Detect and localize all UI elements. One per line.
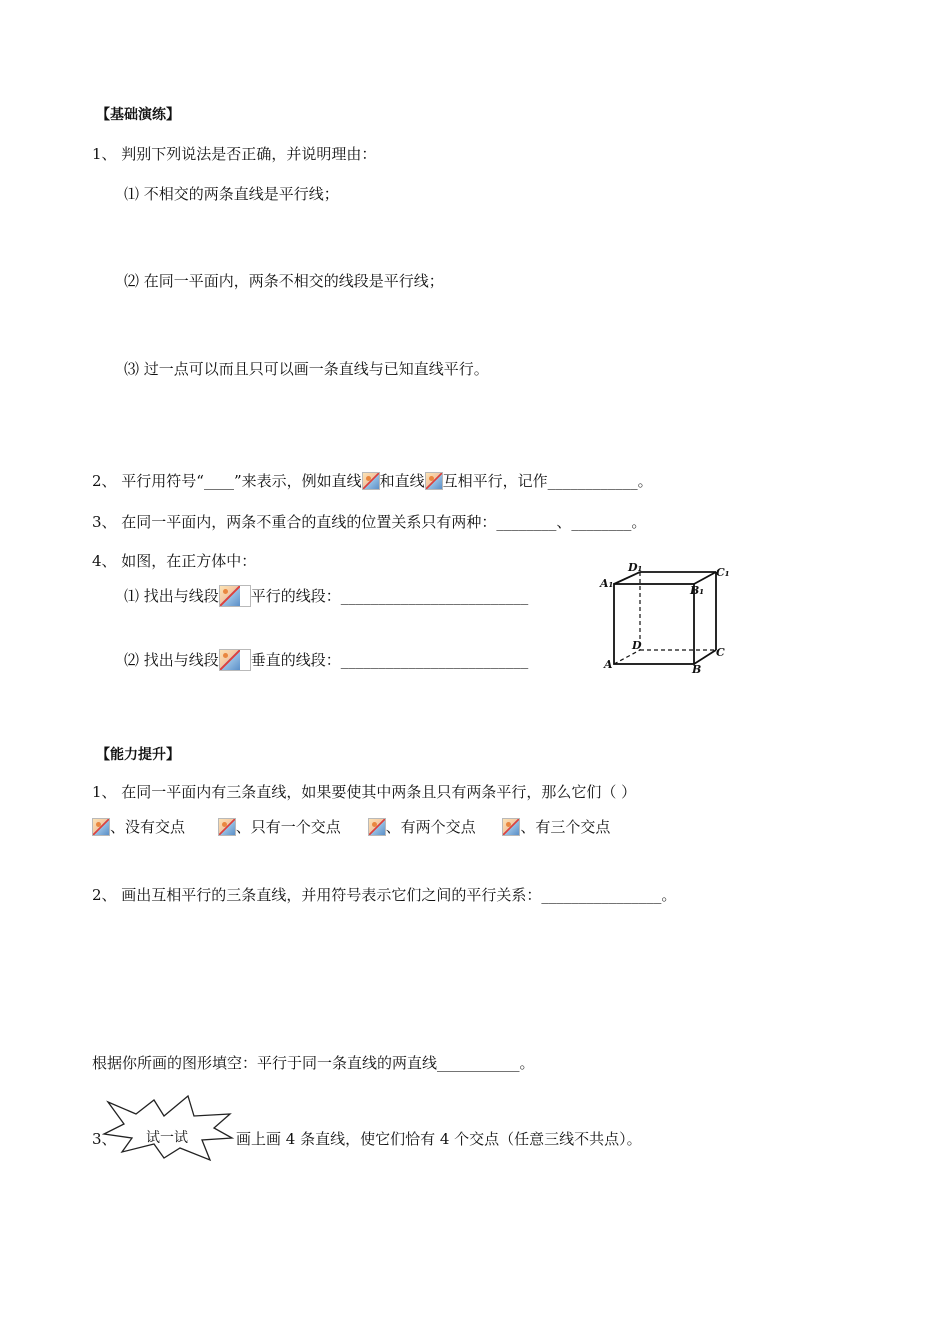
option-c-image-icon	[368, 818, 386, 836]
option-c-label: 、有两个交点	[385, 818, 476, 836]
line-b-image-icon	[425, 472, 443, 490]
segment-image-icon	[219, 585, 251, 607]
advanced-question-2-text: 2、 画出互相平行的三条直线，并用符号表示它们之间的平行关系：________________。	[92, 886, 677, 904]
cube-label-c1: C₁	[716, 566, 730, 579]
cube-label-c: C	[716, 646, 725, 659]
question-2-part-2: 和直线	[379, 472, 425, 490]
advanced-question-3-number: 3、	[92, 1130, 117, 1148]
advanced-question-3-text: 画上画 4 条直线，使它们恰有 4 个交点（任意三线不共点）。	[236, 1130, 642, 1148]
fill-in-text: 根据你所画的图形填空：平行于同一条直线的两直线___________。	[92, 1054, 535, 1072]
option-b[interactable]	[218, 816, 341, 837]
question-1-item-3: ⑶ 过一点可以而且只可以画一条直线与已知直线平行。	[124, 360, 489, 378]
question-4-item-2-suffix: 垂直的线段：_________________________	[250, 651, 529, 669]
option-d[interactable]	[502, 816, 610, 837]
question-2-part-1: 2、 平行用符号“____”来表示，例如直线	[92, 472, 362, 490]
cube-label-a1: A₁	[600, 577, 614, 590]
question-1-text: 1、 判别下列说法是否正确，并说明理由：	[92, 145, 377, 163]
question-2-part-3: 互相平行，记作____________。	[442, 472, 653, 490]
line-a-image-icon	[362, 472, 380, 490]
question-4-item-1	[124, 585, 528, 607]
advanced-question-1-options	[92, 816, 632, 837]
question-4-item-1-prefix: ⑴ 找出与线段	[124, 587, 219, 605]
question-3-text: 3、 在同一平面内，两条不重合的直线的位置关系只有两种：________、________。	[92, 513, 647, 531]
section-heading-basic: 【基础演练】	[96, 107, 180, 123]
try-it-starburst-icon	[102, 1094, 238, 1162]
cube-figure	[598, 560, 733, 678]
question-1-item-1: ⑴ 不相交的两条直线是平行线；	[124, 185, 339, 203]
option-a-image-icon	[92, 818, 110, 836]
option-a-label: 、没有交点	[110, 818, 186, 836]
cube-label-d: D	[632, 639, 642, 652]
question-1-item-2: ⑵ 在同一平面内，两条不相交的线段是平行线；	[124, 272, 444, 290]
cube-front-face	[614, 584, 694, 664]
option-c[interactable]	[368, 816, 476, 837]
section-heading-advanced: 【能力提升】	[96, 747, 180, 763]
option-a[interactable]	[92, 816, 185, 837]
question-2	[92, 470, 653, 491]
cube-label-b: B	[692, 663, 702, 676]
advanced-question-1-text: 1、 在同一平面内有三条直线，如果要使其中两条且只有两条平行，那么它们（ ）	[92, 783, 637, 801]
question-4-item-1-suffix: 平行的线段：_________________________	[250, 587, 529, 605]
cube-label-d1: D₁	[628, 561, 643, 574]
option-b-image-icon	[218, 818, 236, 836]
option-d-label: 、有三个交点	[520, 818, 611, 836]
cube-label-a: A	[604, 658, 613, 671]
try-it-badge-label: 试一试	[146, 1130, 188, 1146]
option-b-label: 、只有一个交点	[235, 818, 341, 836]
cube-label-b1: B₁	[690, 584, 705, 597]
question-4-item-2	[124, 649, 528, 671]
segment-image-icon	[219, 649, 251, 671]
question-4-item-2-prefix: ⑵ 找出与线段	[124, 651, 219, 669]
question-4-text: 4、 如图，在正方体中：	[92, 552, 257, 570]
option-d-image-icon	[502, 818, 520, 836]
